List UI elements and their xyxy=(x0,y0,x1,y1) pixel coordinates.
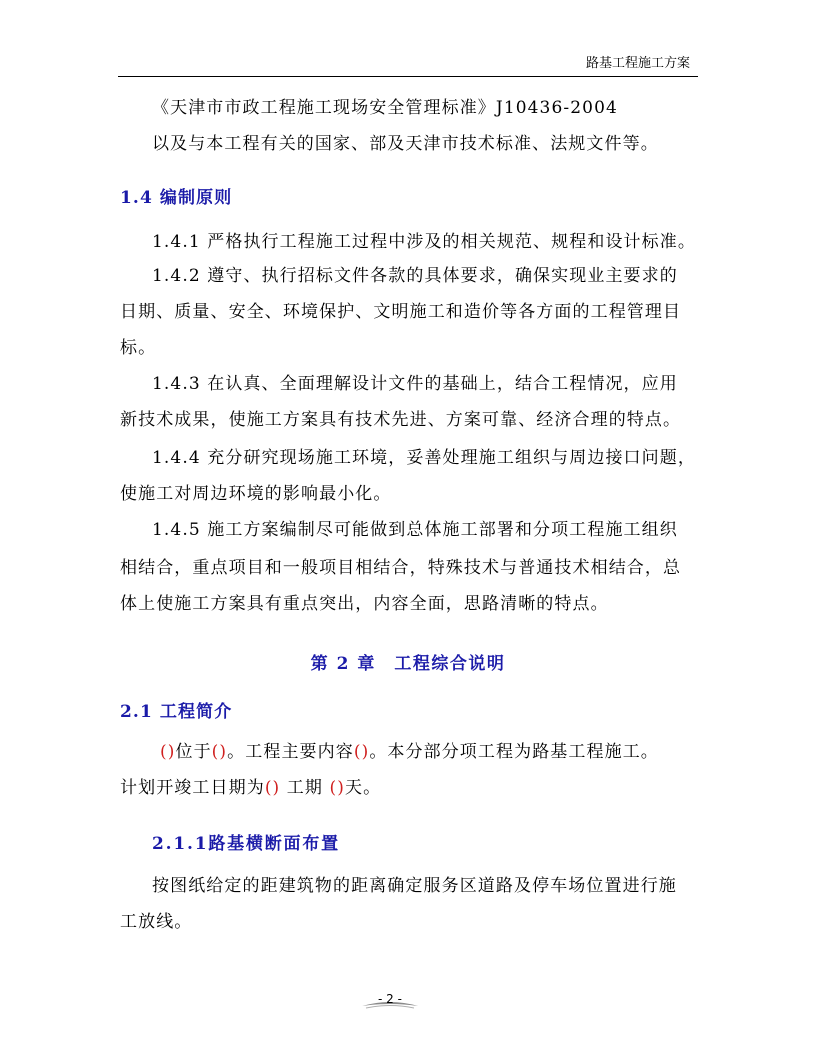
paragraph-2-1-1-line1: 按图纸给定的距建筑物的距离确定服务区道路及停车场位置进行施 xyxy=(152,876,677,896)
page-header xyxy=(118,50,698,77)
paragraph-1-4-4-line2: 使施工对周边环境的影响最小化。 xyxy=(120,484,392,504)
section-heading-2-1: 2.1 工程简介 xyxy=(120,702,233,722)
text-main-content: 。工程主要内容 xyxy=(227,742,354,762)
section-heading-1-4: 1.4 编制原则 xyxy=(120,188,233,208)
text-period: 工期 xyxy=(280,778,330,798)
subsection-heading-2-1-1: 2.1.1路基横断面布置 xyxy=(152,834,340,854)
blank-days: () xyxy=(329,778,345,798)
header-title: 路基工程施工方案 xyxy=(585,56,690,71)
chapter-title: 第 2 章 工程综合说明 xyxy=(310,654,506,674)
paragraph-1-4-5-line1: 1.4.5 施工方案编制尽可能做到总体施工部署和分项工程施工组织 xyxy=(152,520,678,540)
paragraph-1-4-2-line1: 1.4.2 遵守、执行招标文件各款的具体要求，确保实现业主要求的 xyxy=(152,266,678,286)
project-intro-line1 xyxy=(160,740,740,764)
paragraph-1-4-3-line2: 新技术成果，使施工方案具有技术先进、方案可靠、经济合理的特点。 xyxy=(120,410,682,430)
blank-site: () xyxy=(211,742,228,762)
text-scope: 。本分部分项工程为路基工程施工。 xyxy=(369,742,659,762)
paragraph-1-4-2-line3: 标。 xyxy=(120,338,157,358)
page-number: - 2 - xyxy=(378,992,402,1006)
project-intro-line2 xyxy=(120,776,700,800)
text-plan-dates: 计划开竣工日期为 xyxy=(120,778,265,798)
paragraph-1-4-5-line2: 相结合，重点项目和一般项目相结合，特殊技术与普通技术相结合，总 xyxy=(120,558,682,578)
paragraph-1-4-4-line1: 1.4.4 充分研究现场施工环境，妥善处理施工组织与周边接口问题， xyxy=(152,448,696,468)
text-located: 位于 xyxy=(175,742,212,762)
paragraph-1-4-5-line3: 体上使施工方案具有重点突出，内容全面，思路清晰的特点。 xyxy=(120,594,609,614)
paragraph-2-1-1-line2: 工放线。 xyxy=(120,912,193,932)
text-days: 天。 xyxy=(344,778,382,798)
reference-line-2: 以及与本工程有关的国家、部及天津市技术标准、法规文件等。 xyxy=(152,134,659,154)
paragraph-1-4-2-line2: 日期、质量、安全、环境保护、文明施工和造价等各方面的工程管理目 xyxy=(120,302,682,322)
reference-line-1: 《天津市市政工程施工现场安全管理标准》J10436-2004 xyxy=(152,98,618,118)
paragraph-1-4-1: 1.4.1 严格执行工程施工过程中涉及的相关规范、规程和设计标准。 xyxy=(152,232,696,252)
blank-location: () xyxy=(160,742,176,762)
page-footer xyxy=(360,990,420,1012)
blank-content: () xyxy=(353,742,370,762)
blank-dates: () xyxy=(264,778,281,798)
paragraph-1-4-3-line1: 1.4.3 在认真、全面理解设计文件的基础上，结合工程情况，应用 xyxy=(152,374,678,394)
